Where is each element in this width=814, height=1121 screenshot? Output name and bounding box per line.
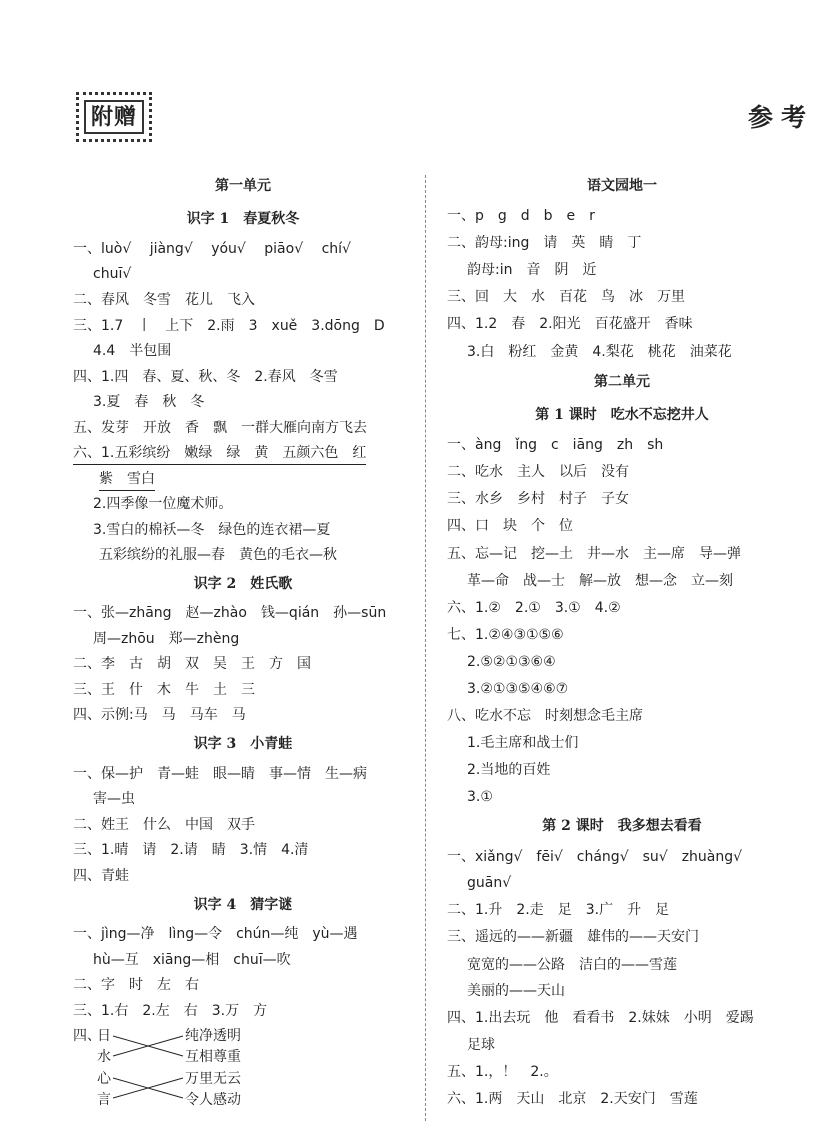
answer-line: 三、王 什 木 牛 土 三 <box>73 682 255 698</box>
answer-line: 三、遥远的——新疆 雄伟的——天安门 <box>447 929 699 945</box>
answer-line: 一、保—护 青—蛙 眼—睛 事—情 生—病 <box>73 766 367 782</box>
answer-line: 五、忘—记 挖—土 井—水 主—席 导—弹 <box>447 546 741 562</box>
matching-number: 四、 <box>73 1028 101 1044</box>
answer-line: 六、1.五彩缤纷 嫩绿 绿 黄 五颜六色 红 <box>73 443 366 465</box>
match-left-item: 心 <box>97 1071 111 1087</box>
answer-line: 八、吃水不忘 时刻想念毛主席 <box>447 708 643 724</box>
answer-line: chuī√ <box>93 266 132 282</box>
answer-line: 三、回 大 水 百花 鸟 冰 万里 <box>447 289 685 305</box>
answer-line: 四、口 块 个 位 <box>447 518 573 534</box>
page-heading: 参考 <box>748 103 814 132</box>
answer-line: 四、青蛙 <box>73 868 129 884</box>
answer-line: 四、1.2 春 2.阳光 百花盛开 香味 <box>447 316 693 332</box>
match-right-item: 万里无云 <box>185 1071 241 1087</box>
section-title: 语文园地一 <box>587 178 657 194</box>
match-left-item: 言 <box>97 1092 111 1108</box>
answer-line: hù—互 xiāng—相 chuī—吹 <box>93 952 291 968</box>
answer-line: 二、吃水 主人 以后 没有 <box>447 464 629 480</box>
lesson-title: 识字 1 春夏秋冬 <box>186 211 300 227</box>
lesson-title: 识字 4 猜字谜 <box>193 897 293 913</box>
answer-line: guān√ <box>467 875 512 891</box>
answer-line: 足球 <box>467 1037 495 1053</box>
answer-line: 3.夏 春 秋 冬 <box>93 394 205 410</box>
match-right-item: 互相尊重 <box>185 1049 241 1065</box>
answer-line: 一、p g d b e r <box>447 208 595 224</box>
lesson-title: 识字 2 姓氏歌 <box>193 576 293 592</box>
answer-line: 一、luò√ jiàng√ yóu√ piāo√ chí√ <box>73 241 351 257</box>
answer-line: 3.① <box>467 789 493 805</box>
answer-line: 六、1.② 2.① 3.① 4.② <box>447 600 621 616</box>
answer-line: 四、1.四 春、夏、秋、冬 2.春风 冬雪 <box>73 369 338 385</box>
gift-badge-label: 附赠 <box>84 100 144 134</box>
answer-line: 2.⑤②①③⑥④ <box>467 654 556 670</box>
answer-line: 三、1.右 2.左 右 3.万 方 <box>73 1003 268 1019</box>
answer-line: 一、张—zhāng 赵—zhào 钱—qián 孙—sūn <box>73 605 387 621</box>
answer-line: 韵母:in 音 阴 近 <box>467 262 597 278</box>
answer-line: 美丽的——天山 <box>467 983 565 999</box>
match-right-item: 纯净透明 <box>185 1028 241 1044</box>
answer-line: 宽宽的——公路 洁白的——雪莲 <box>467 957 677 973</box>
answer-line: 三、1.晴 请 2.请 睛 3.情 4.清 <box>73 842 309 858</box>
answer-line: 1.毛主席和战士们 <box>467 735 579 751</box>
answer-line: 二、1.升 2.走 足 3.广 升 足 <box>447 902 670 918</box>
answer-line: 3.②①③⑤④⑥⑦ <box>467 681 569 697</box>
answer-line: 五、发芽 开放 香 飘 一群大雁向南方飞去 <box>73 420 367 436</box>
answer-line: 四、1.出去玩 他 看看书 2.妹妹 小明 爱踢 <box>447 1010 754 1026</box>
unit-title: 第一单元 <box>215 178 271 194</box>
answer-line: 六、1.两 天山 北京 2.天安门 雪莲 <box>447 1091 698 1107</box>
match-left-item: 水 <box>97 1049 111 1065</box>
lesson-title: 识字 3 小青蛙 <box>193 736 293 752</box>
answer-line: 4.4 半包围 <box>93 343 172 359</box>
column-divider <box>425 175 426 1121</box>
answer-line: 三、水乡 乡村 村子 子女 <box>447 491 629 507</box>
lesson-title: 第 1 课时 吃水不忘挖井人 <box>535 407 709 423</box>
answer-line: 二、韵母:ing 请 英 睛 丁 <box>447 235 642 251</box>
answer-line: 二、姓王 什么 中国 双手 <box>73 817 255 833</box>
answer-line: 一、àng ǐng c iāng zh sh <box>447 437 664 453</box>
answer-line: 革—命 战—士 解—放 想—念 立—刻 <box>467 573 733 589</box>
answer-line: 二、字 时 左 右 <box>73 977 199 993</box>
answer-line: 害—虫 <box>93 791 135 807</box>
answer-line: 五彩缤纷的礼服—春 黄色的毛衣—秋 <box>99 547 337 563</box>
answer-line: 紫 雪白 <box>99 469 155 491</box>
unit-title: 第二单元 <box>594 374 650 390</box>
answer-line: 三、1.7 丨 上下 2.雨 3 xuě 3.dōng D <box>73 318 385 334</box>
answer-line: 周—zhōu 郑—zhèng <box>93 631 240 647</box>
answer-line: 四、示例:马 马 马车 马 <box>73 707 246 723</box>
answer-line: 七、1.②④③①⑤⑥ <box>447 627 564 643</box>
match-left-item: 日 <box>97 1028 111 1044</box>
answer-line: 二、李 古 胡 双 吴 王 方 国 <box>73 656 311 672</box>
answer-line: 一、xiǎng√ fēi√ cháng√ su√ zhuàng√ <box>447 849 743 865</box>
answer-line: 2.当地的百姓 <box>467 762 551 778</box>
gift-badge <box>76 92 152 142</box>
answer-line: 3.雪白的棉袄—冬 绿色的连衣裙—夏 <box>93 522 331 538</box>
answer-line: 3.白 粉红 金黄 4.梨花 桃花 油菜花 <box>467 344 732 360</box>
answer-line: 一、jìng—净 lìng—令 chún—纯 yù—遇 <box>73 926 358 942</box>
answer-line: 五、1.，！ 2.。 <box>447 1064 558 1080</box>
answer-line: 二、春风 冬雪 花儿 飞入 <box>73 292 255 308</box>
matching-exercise <box>73 1026 273 1112</box>
answer-line: 2.四季像一位魔术师。 <box>93 496 233 512</box>
lesson-title: 第 2 课时 我多想去看看 <box>542 818 702 834</box>
match-right-item: 令人感动 <box>185 1092 241 1108</box>
